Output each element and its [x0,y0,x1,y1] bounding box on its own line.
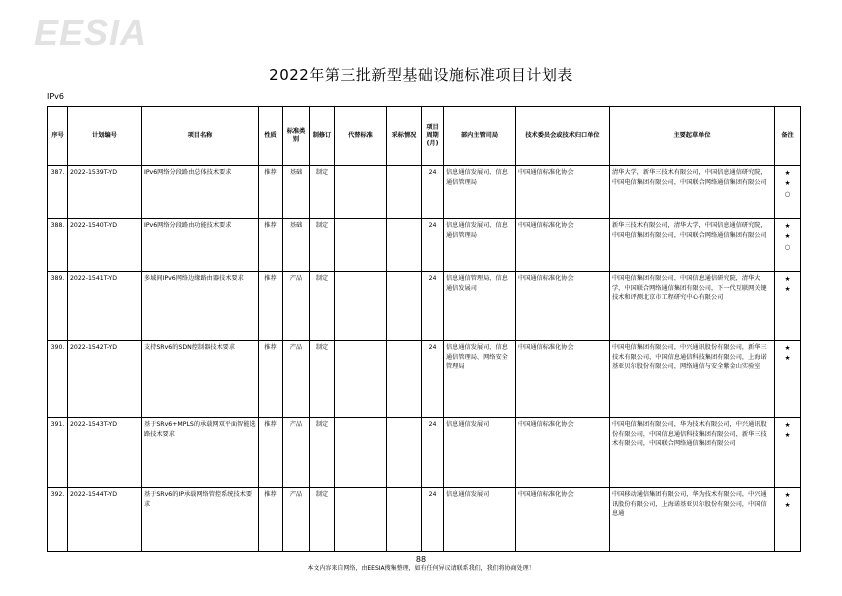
star-mark: ★ [784,354,791,363]
standards-plan-table [47,106,801,552]
row-plan-number: 2022-1543T-YD [68,418,142,488]
row-remark [775,166,801,219]
eesia-watermark-logo: EESIA [34,12,148,53]
remark-stars [777,420,798,441]
row-category: 产品 [283,341,310,418]
row-remark [775,341,801,418]
star-mark: ★ [784,491,791,499]
row-org: 中国通信标准化协会 [516,166,610,219]
header-intl: 采标情况 [387,107,422,166]
row-period: 24 [422,272,444,341]
remark-stars [777,343,798,364]
header-org: 技术委员会或技术归口单位 [516,107,610,166]
row-project-name: 多域间IPv6网络边缘路由器技术要求 [142,272,259,341]
row-nature: 推荐 [259,488,283,552]
star-mark: ★ [784,222,791,230]
header-nature: 性质 [259,107,283,166]
header-project-name: 项目名称 [142,107,259,166]
row-org: 中国通信标准化协会 [516,488,610,552]
star-mark: ★ [784,285,791,294]
row-remark [775,272,801,341]
row-project-name: 支持SRv6的SDN控制器技术要求 [142,341,259,418]
row-intl [387,219,422,272]
header-replace: 代替标准 [335,107,387,166]
row-revise: 制定 [310,219,335,272]
row-plan-number: 2022-1544T-YD [68,488,142,552]
row-category: 产品 [283,418,310,488]
footer-disclaimer: 本文内容来自网络，由EESIA搜集整理，如有任何异议请联系我们，我们将协商处理！ [307,565,535,572]
row-dept: 信息通信发展司 [444,488,516,552]
row-remark [775,418,801,488]
header-row [48,107,801,166]
star-mark: ★ [784,431,791,440]
row-replace [335,341,387,418]
row-org: 中国通信标准化协会 [516,418,610,488]
header-category: 标准类别 [283,107,310,166]
row-revise: 制定 [310,341,335,418]
table-row [48,488,801,552]
row-category: 基础 [283,166,310,219]
star-mark: ★ [784,179,791,188]
row-dept: 信息通信发展司 [444,418,516,488]
remark-stars [777,168,798,199]
header-drafter: 主要起草单位 [610,107,775,166]
row-intl [387,418,422,488]
row-org: 中国通信标准化协会 [516,219,610,272]
row-dept: 信息通信发展司、信息通信管理局 [444,166,516,219]
star-mark: ★ [784,275,791,283]
row-revise: 制定 [310,488,335,552]
row-project-name: 基于SRv6的IP承载网络管控系统技术要求 [142,488,259,552]
row-no: 388. [48,219,68,272]
row-drafter: 新华三技术有限公司，清华大学，中国信息通信研究院，中国电信集团有限公司，中国联合网络通信集团有限公司 [610,219,775,272]
row-org: 中国通信标准化协会 [516,272,610,341]
row-replace [335,418,387,488]
section-label: IPv6 [47,92,65,101]
row-nature: 推荐 [259,166,283,219]
row-replace [335,272,387,341]
document-title: 2022年第三批新型基础设施标准项目计划表 [269,66,573,84]
row-period: 24 [422,219,444,272]
table-row [48,219,801,272]
remark-stars [777,221,798,252]
row-revise: 制定 [310,272,335,341]
row-category: 基础 [283,219,310,272]
remark-stars [777,490,798,511]
row-period: 24 [422,341,444,418]
row-nature: 推荐 [259,341,283,418]
header-dept: 部内主管司局 [444,107,516,166]
row-remark [775,488,801,552]
row-drafter: 中国电信集团有限公司，中兴通讯股份有限公司，新华三技术有限公司，中国信息通信科技集团有限公司，上海诺基亚贝尔股份有限公司，网络通信与安全紫金山实验室 [610,341,775,418]
row-intl [387,341,422,418]
row-dept: 信息通信发展司、信息通信管理局、网络安全管理局 [444,341,516,418]
row-drafter: 中国电信集团有限公司，华为技术有限公司，中兴通讯股份有限公司，中国信息通信科技集团有限公司，新华三技术有限公司，中国联合网络通信集团有限公司 [610,418,775,488]
header-remark: 备注 [775,107,801,166]
table-row [48,272,801,341]
star-mark: ★ [784,169,791,177]
row-plan-number: 2022-1539T-YD [68,166,142,219]
table-body [48,166,801,552]
row-plan-number: 2022-1540T-YD [68,219,142,272]
row-replace [335,166,387,219]
table-row [48,418,801,488]
star-mark: ★ [784,232,791,241]
row-dept: 信息通信发展司、信息通信管理局 [444,219,516,272]
row-remark [775,219,801,272]
row-project-name: 基于SRv6+MPLS的承载网双平面智能选路技术要求 [142,418,259,488]
row-no: 392. [48,488,68,552]
row-period: 24 [422,418,444,488]
row-nature: 推荐 [259,418,283,488]
row-intl [387,488,422,552]
header-revise: 制修订 [310,107,335,166]
row-intl [387,272,422,341]
row-plan-number: 2022-1542T-YD [68,341,142,418]
table-row [48,341,801,418]
row-drafter: 中国电信集团有限公司，中国信息通信研究院，清华大学，中国联合网络通信集团有限公司，下一代互联网关键技术和评测北京市工程研究中心有限公司 [610,272,775,341]
circle-mark: ○ [784,189,791,198]
row-drafter: 清华大学，新华三技术有限公司，中国信息通信研究院，中国电信集团有限公司，中国联合网络通信集团有限公司 [610,166,775,219]
row-no: 387. [48,166,68,219]
row-project-name: IPv6网络分段路由功能技术要求 [142,219,259,272]
star-mark: ★ [784,421,791,429]
remark-stars [777,274,798,295]
page-number: 88 [415,555,427,564]
row-nature: 推荐 [259,219,283,272]
row-dept: 信息通信管理局、信息通信发展司 [444,272,516,341]
header-no: 序号 [48,107,68,166]
row-intl [387,166,422,219]
row-category: 产品 [283,488,310,552]
table-header [48,107,801,166]
star-mark: ★ [784,501,791,510]
row-project-name: IPv6网络分段路由总体技术要求 [142,166,259,219]
circle-mark: ○ [784,242,791,251]
row-nature: 推荐 [259,272,283,341]
table-row [48,166,801,219]
row-no: 390. [48,341,68,418]
row-period: 24 [422,488,444,552]
row-no: 391. [48,418,68,488]
row-drafter: 中国移动通信集团有限公司，华为技术有限公司，中兴通讯股份有限公司，上海诺基亚贝尔股份有限公司，中国信息通 [610,488,775,552]
row-replace [335,488,387,552]
header-period: 项目周期(月) [422,107,444,166]
row-revise: 制定 [310,418,335,488]
row-no: 389. [48,272,68,341]
row-replace [335,219,387,272]
row-org: 中国通信标准化协会 [516,341,610,418]
row-period: 24 [422,166,444,219]
star-mark: ★ [784,344,791,352]
header-plan-number: 计划编号 [68,107,142,166]
row-plan-number: 2022-1541T-YD [68,272,142,341]
row-category: 产品 [283,272,310,341]
row-revise: 制定 [310,166,335,219]
